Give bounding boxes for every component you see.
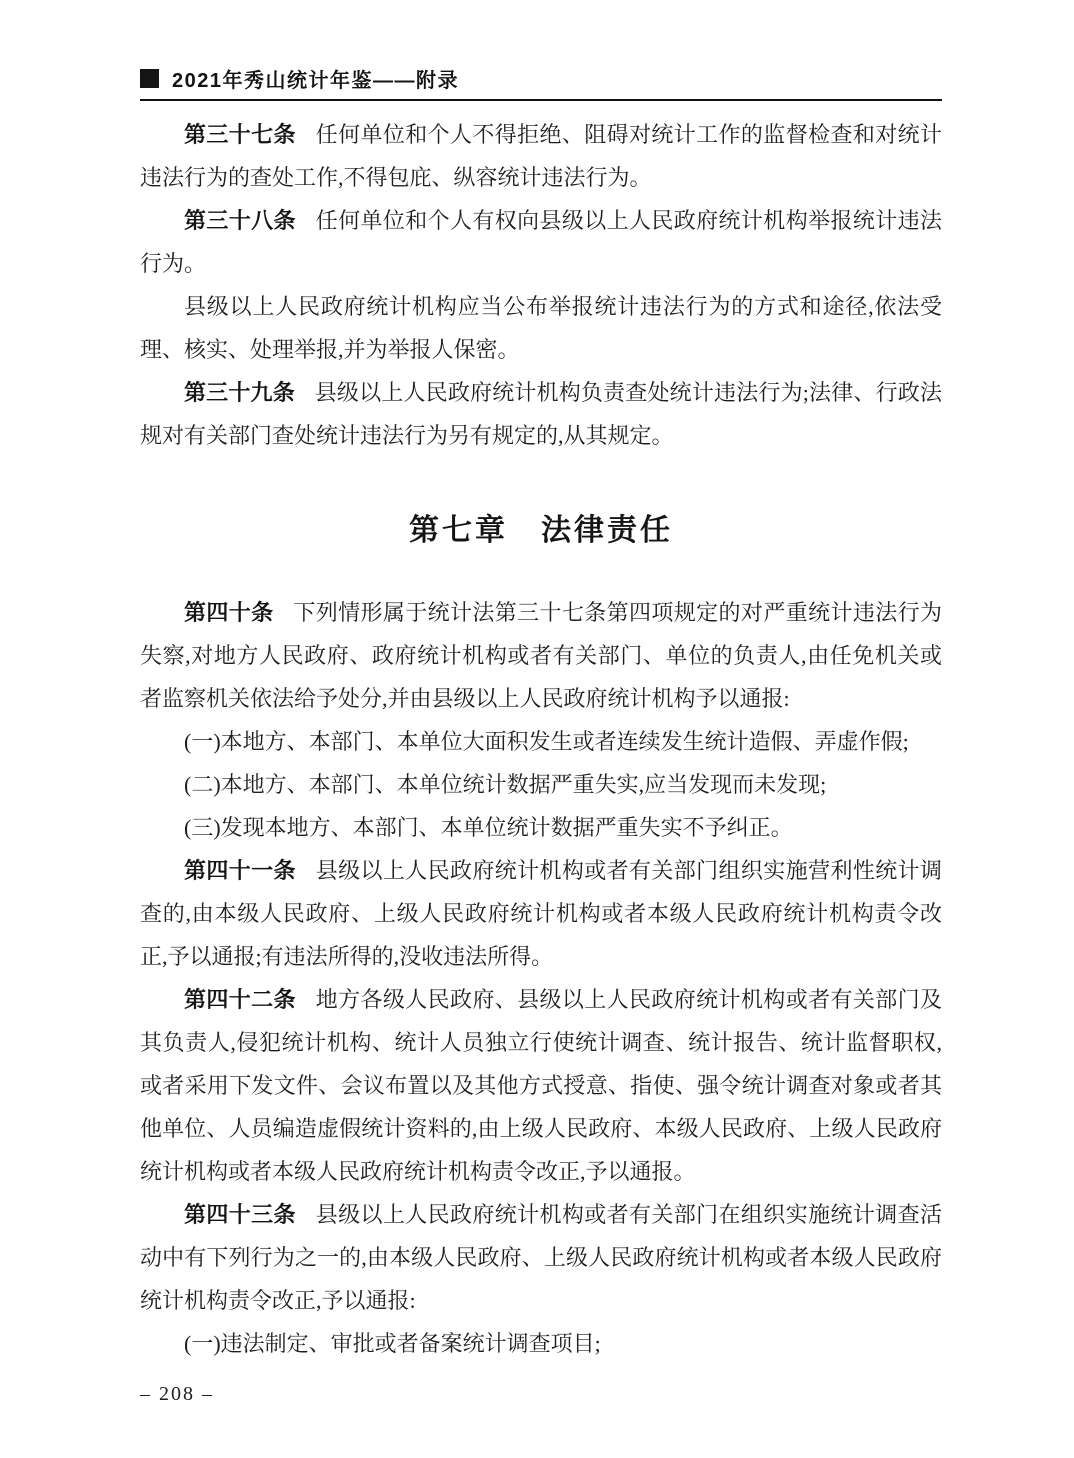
article-40-item-2-text: (二)本地方、本部门、本单位统计数据严重失实,应当发现而未发现;: [184, 772, 827, 797]
article-43-text: 县级以上人民政府统计机构或者有关部门在组织实施统计调查活动中有下列行为之一的,由本级人民政府、上级人民政府统计机构或者本级人民政府统计机构责令改正,予以通报:: [140, 1202, 942, 1313]
article-37-paragraph: [140, 113, 942, 199]
article-41-label: 第四十一条: [184, 858, 296, 883]
article-39-label: 第三十九条: [184, 380, 295, 405]
article-40-item-3-text: (三)发现本地方、本部门、本单位统计数据严重失实不予纠正。: [184, 815, 793, 840]
article-43-item-1: [140, 1322, 942, 1365]
page-number: – 208 –: [140, 1383, 214, 1405]
article-40-item-3: [140, 806, 942, 849]
article-41-text: 县级以上人民政府统计机构或者有关部门组织实施营利性统计调查的,由本级人民政府、上级人民政府统计机构或者本级人民政府统计机构责令改正,予以通报;有违法所得的,没收违法所得。: [140, 858, 942, 969]
chapter-heading: 第七章 法律责任: [409, 514, 673, 547]
article-43-paragraph: [140, 1193, 942, 1322]
article-38-continuation-paragraph: [140, 285, 942, 371]
article-39-paragraph: [140, 371, 942, 457]
article-40-item-1: [140, 720, 942, 763]
running-head: [140, 66, 942, 90]
running-head-title: 2021年秀山统计年鉴——附录: [172, 69, 459, 92]
article-40-item-1-text: (一)本地方、本部门、本单位大面积发生或者连续发生统计造假、弄虚作假;: [184, 729, 909, 754]
article-38-text: 任何单位和个人有权向县级以上人民政府统计机构举报统计违法行为。: [140, 208, 942, 276]
article-43-item-1-text: (一)违法制定、审批或者备案统计调查项目;: [184, 1331, 601, 1356]
document-body: [140, 113, 942, 1365]
square-bullet-icon: [140, 69, 159, 88]
article-40-text: 下列情形属于统计法第三十七条第四项规定的对严重统计违法行为失察,对地方人民政府、政府统计机构或者有关部门、单位的负责人,由任免机关或者监察机关依法给予处分,并由县级以上人民政府统计机构予以通报:: [140, 600, 942, 711]
article-38-label: 第三十八条: [184, 208, 296, 233]
article-42-paragraph: [140, 978, 942, 1193]
article-41-paragraph: [140, 849, 942, 978]
header-rule: [140, 99, 942, 101]
article-40-item-2: [140, 763, 942, 806]
article-42-text: 地方各级人民政府、县级以上人民政府统计机构或者有关部门及其负责人,侵犯统计机构、统计人员独立行使统计调查、统计报告、统计监督职权,或者采用下发文件、会议布置以及其他方式授意、指使、强令统计调查对象或者其他单位、人员编造虚假统计资料的,由上级人民政府、本级人民政府、上级人民政府统计机构或者本级人民政府统计机构责令改正,予以通报。: [140, 987, 942, 1184]
article-37-label: 第三十七条: [184, 122, 296, 147]
article-38-continuation-text: 县级以上人民政府统计机构应当公布举报统计违法行为的方式和途径,依法受理、核实、处理举报,并为举报人保密。: [140, 294, 942, 362]
article-40-paragraph: [140, 591, 942, 720]
article-40-label: 第四十条: [184, 600, 274, 625]
article-39-text: 县级以上人民政府统计机构负责查处统计违法行为;法律、行政法规对有关部门查处统计违法行为另有规定的,从其规定。: [140, 380, 942, 448]
article-42-label: 第四十二条: [184, 987, 296, 1012]
article-37-text: 任何单位和个人不得拒绝、阻碍对统计工作的监督检查和对统计违法行为的查处工作,不得包庇、纵容统计违法行为。: [140, 122, 942, 190]
article-43-label: 第四十三条: [184, 1202, 296, 1227]
article-38-paragraph: [140, 199, 942, 285]
